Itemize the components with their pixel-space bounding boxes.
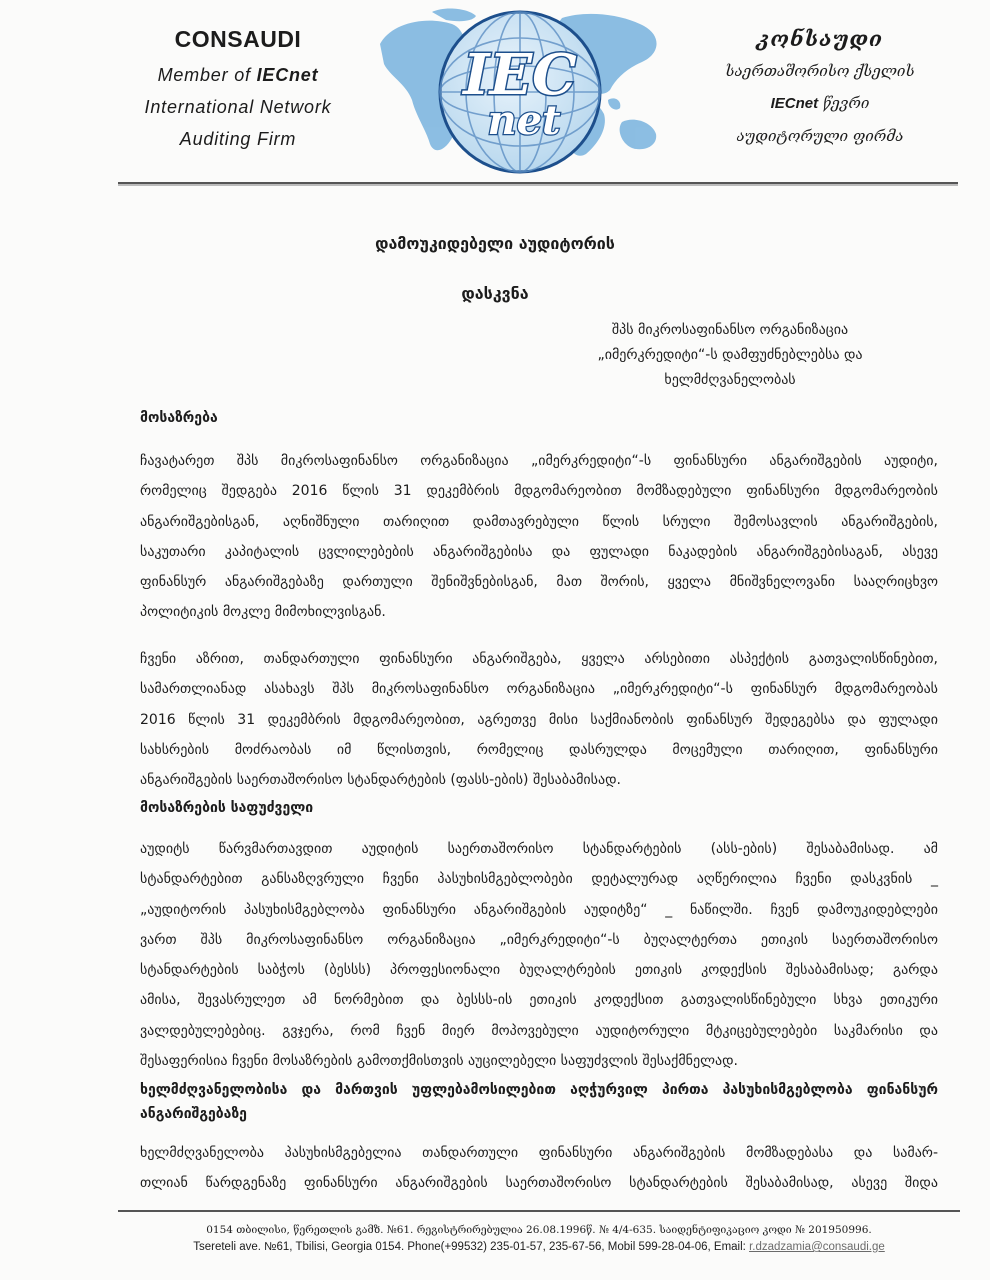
- firm-type-line: Auditing Firm: [179, 129, 297, 149]
- georgian-firm-type-line: აუდიტორული ფირმა: [736, 127, 904, 145]
- opinion-paragraph-2: [140, 644, 938, 795]
- footer-address-georgian: 0154 თბილისი, წერეთლის გამზ. №61. რეგისტრირებულია 26.08.1996წ. № 4/4-635. საიდენტიფიკაციო კოდი № 201950996.: [206, 1224, 872, 1236]
- paragraph-line: 2016 წლის 31 დეკემბრის მდგომარეობით, აგრეთვე მისი საქმიანობის ფინანსურ შედეგებსა და ფულადი: [140, 711, 938, 728]
- network-line: International Network: [144, 97, 332, 117]
- paragraph-line: ვალდებულებებიც. გვჯერა, რომ ჩვენ მიერ მოპოვებული აუდიტორული მტკიცებულებები საკმარისი და: [140, 1022, 938, 1039]
- paragraph-line: სტანდარტებით განსაზღვრული ჩვენი პასუხისმგებლობები დეტალურად აღწერილია ჩვენი დასკვნის _: [140, 871, 938, 888]
- footer-contact-line: [118, 1239, 960, 1256]
- footer-contact-text: Tsereteli ave. №61, Tbilisi, Georgia 0154. Phone(+99532) 235-01-57, 235-67-56, Mobil 599-28-04-06, Email:: [193, 1241, 750, 1253]
- opinion-heading: მოსაზრება: [140, 410, 218, 426]
- georgian-member-network: IECnet: [770, 95, 819, 112]
- basis-paragraph: [140, 834, 938, 1076]
- paragraph-line: თლიან წარდგენაზე ფინანსური ანგარიშგების საერთაშორისო სტანდარტების შესაბამისად, ასევე შიდა: [140, 1175, 938, 1192]
- paragraph-line: ჩვენი აზრით, თანდართული ფინანსური ანგარიშგება, ყველა არსებითი ასპექტის გათვალისწინებით,: [140, 651, 938, 667]
- paragraph-line: სახსრების მოძრაობას იმ წლისთვის, რომელიც დასრულდა მოცემული თარიღით, ფინანსური: [140, 741, 938, 758]
- header-left-block: [118, 26, 358, 155]
- iecnet-logo: [372, 4, 668, 180]
- paragraph-line: ამისა, შევასრულეთ ამ ნორმებით და ბესსს-ის ეთიკის კოდექსით გათვალისწინებული სხვა ეთიკური: [140, 992, 938, 1009]
- opinion-paragraph-1: [140, 446, 938, 628]
- paragraph-line: საკუთარი კაპიტალის ცვლილებების ანგარიშგებისა და ფულადი ნაკადების ანგარიშგებისაგან, ასევე: [140, 543, 938, 560]
- paragraph-line: ანგარიშგების საერთაშორისო სტანდარტების (ფასს-ების) შესაბამისად.: [140, 772, 621, 789]
- paragraph-line: აუდიტს წარვმართავდით აუდიტის საერთაშორისო სტანდარტების (ასს-ების) შესაბამისად. ამ: [140, 841, 938, 857]
- paragraph-line: ანგარიშგებისგან, აღნიშნული თარიღით დამთავრებული წლის სრული შემოსავლის ანგარიშგების,: [140, 513, 938, 530]
- header-divider: [118, 182, 958, 184]
- heading-line: ანგარიშგებაზე: [140, 1106, 247, 1122]
- report-subtitle: დასკვნა: [461, 284, 529, 303]
- member-line: [118, 59, 358, 91]
- report-title: დამოუკიდებელი აუდიტორის: [375, 234, 615, 253]
- company-name-latin: CONSAUDI: [174, 26, 302, 52]
- addressee-line: ხელმძღვანელობას: [664, 372, 796, 388]
- paragraph-line: პოლიტიკის მოკლე მიმოხილვისგან.: [140, 604, 386, 621]
- member-prefix: Member of: [157, 65, 257, 85]
- georgian-member-line: [690, 87, 950, 120]
- paragraph-line: ხელმძღვანელობა პასუხისმგებელია თანდართული ფინანსური ანგარიშგების მომზადებასა და სამარ-: [140, 1145, 938, 1161]
- responsibility-heading: [140, 1078, 938, 1126]
- basis-heading: მოსაზრების საფუძველი: [140, 800, 314, 816]
- logo-text-iec: IEC: [463, 42, 577, 108]
- georgian-member-word: წევრი: [818, 94, 870, 112]
- paragraph-line: რომელიც შედგება 2016 წლის 31 დეკემბრის მდგომარეობით მომზადებული ფინანსური მდგომარეობის: [140, 483, 938, 500]
- logo-text-net: net: [487, 97, 561, 144]
- header-right-block: [690, 26, 950, 152]
- paragraph-line: ჩავატარეთ შპს მიკროსაფინანსო ორგანიზაცია „იმერკრედიტი“-ს ფინანსური ანგარიშგების აუდიტი,: [140, 453, 938, 469]
- paragraph-line: „აუდიტორის პასუხისმგებლობა ფინანსური ანგარიშგების აუდიტზე“ _ ნაწილში. ჩვენ დამოუკიდებლები: [140, 901, 938, 918]
- heading-line: ხელმძღვანელობისა და მართვის უფლებამოსილებით აღჭურვილ პირთა პასუხისმგებლობა ფინანსურ: [140, 1082, 938, 1098]
- georgian-network-line: საერთაშორისო ქსელის: [725, 62, 915, 80]
- paragraph-line: შესაფერისია ჩვენი მოსაზრების გამოთქმისთვის აუცილებელი საფუძვლის შესაქმნელად.: [140, 1053, 738, 1070]
- paragraph-line: ფინანსურ ანგარიშგებაზე დართული შენიშვნებისგან, მათ შორის, ყველა მნიშვნელოვანი სააღრიცხვო: [140, 574, 938, 591]
- footer-email-link[interactable]: r.dzadzamia@consaudi.ge: [749, 1241, 885, 1253]
- addressee-block: [540, 318, 920, 393]
- footer-divider: [118, 1210, 960, 1212]
- company-name-georgian: კონსაუდი: [756, 26, 884, 51]
- paragraph-line: ვართ შპს მიკროსაფინანსო ორგანიზაცია „იმერკრედიტი“-ს ბუღალტერთა ეთიკის საერთაშორისო: [140, 931, 938, 948]
- addressee-line: „იმერკრედიტი“-ს დამფუძნებლებსა და: [597, 347, 863, 363]
- paragraph-line: სტანდარტების საბჭოს (ბესსს) პროფესიონალი ბუღალტრების ეთიკის კოდექსის შესაბამისად; გარდა: [140, 962, 938, 979]
- responsibility-paragraph: [140, 1138, 938, 1199]
- member-network: IECnet: [256, 65, 319, 85]
- footer: [118, 1222, 960, 1256]
- addressee-line: შპს მიკროსაფინანსო ორგანიზაცია: [611, 322, 849, 338]
- paragraph-line: სამართლიანად ასახავს შპს მიკროსაფინანსო ორგანიზაცია „იმერკრედიტი“-ს ფინანსურ მდგომარეობას: [140, 681, 938, 698]
